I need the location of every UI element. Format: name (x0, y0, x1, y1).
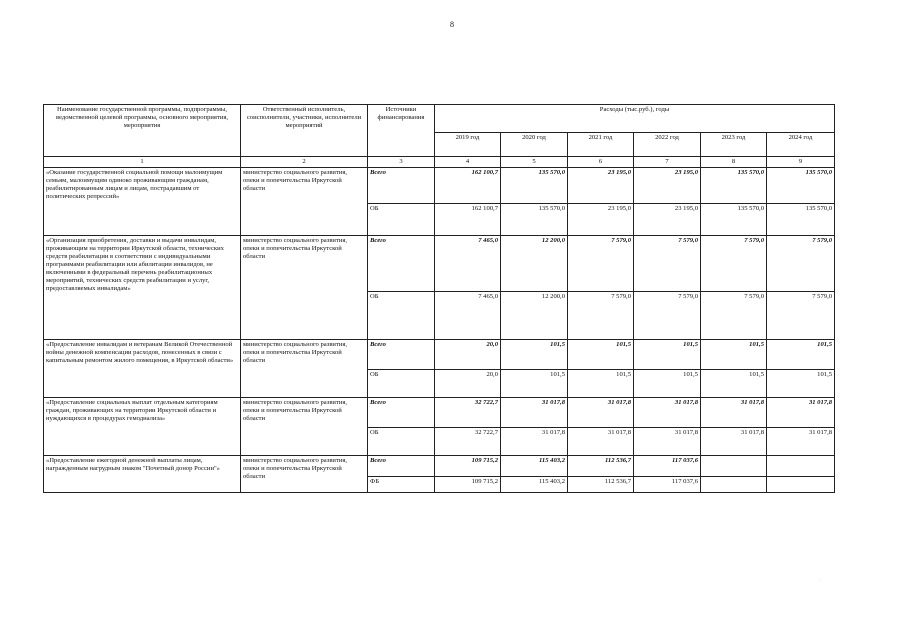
total-value: 101,5 (568, 340, 634, 370)
source-total-label: Всего (368, 340, 435, 370)
table-row-total (44, 236, 835, 292)
total-value: 101,5 (701, 340, 767, 370)
total-value: 109 715,2 (435, 456, 501, 477)
source-value: 135 570,0 (767, 204, 835, 236)
header-year: 2019 год (435, 133, 501, 157)
total-value: 12 200,0 (501, 236, 568, 292)
total-value: 162 100,7 (435, 168, 501, 204)
total-value: 20,0 (435, 340, 501, 370)
source-value: 7 579,0 (634, 292, 701, 340)
activity-name: «Предоставление социальных выплат отдельным категориям граждан, проживающих на территории Иркутской области и нуждающихся в процедурах гемодиализа» (44, 398, 241, 456)
total-value: 31 017,8 (634, 398, 701, 428)
source-value (701, 477, 767, 493)
source-value: 31 017,8 (501, 428, 568, 456)
total-value: 31 017,8 (767, 398, 835, 428)
source-value: 135 570,0 (701, 204, 767, 236)
total-value: 135 570,0 (767, 168, 835, 204)
executor: министерство социального развития, опеки и попечительства Иркутской области (241, 236, 368, 340)
source-label: ОБ (368, 292, 435, 340)
source-label: ОБ (368, 428, 435, 456)
activity-name: «Оказание государственной социальной помощи малоимущим семьям, малоимущим одиноко проживающим гражданам, реабилитированным лицам и лицам, пострадавшим от политических репрессий» (44, 168, 241, 236)
source-total-label: Всего (368, 168, 435, 204)
header-source: Источники финансирования (368, 105, 435, 157)
source-value: 7 579,0 (767, 292, 835, 340)
activity-name: «Организация приобретения, доставки и выдачи инвалидам, проживающим на территории Иркутской области, технических средств реабилитации в соответствии с индивидуальными программами реабилитации или абилитации инвалидов, не включенными в федеральный перечень реабилитационных мероприятий, технических средств реабилитации и услуг, предоставляемых инвалидам» (44, 236, 241, 340)
source-value: 31 017,8 (767, 428, 835, 456)
table-row-total (44, 168, 835, 204)
source-value: 31 017,8 (701, 428, 767, 456)
column-number: 8 (701, 157, 767, 168)
source-value: 20,0 (435, 370, 501, 398)
executor: министерство социального развития, опеки и попечительства Иркутской области (241, 398, 368, 456)
total-value: 112 536,7 (568, 456, 634, 477)
source-value: 109 715,2 (435, 477, 501, 493)
page-number: 8 (450, 20, 454, 29)
source-value: 7 579,0 (568, 292, 634, 340)
total-value: 7 579,0 (767, 236, 835, 292)
header-year: 2024 год (767, 133, 835, 157)
source-value: 12 200,0 (501, 292, 568, 340)
source-value: 31 017,8 (568, 428, 634, 456)
total-value (767, 456, 835, 477)
column-number: 1 (44, 157, 241, 168)
source-value: 31 017,8 (634, 428, 701, 456)
source-total-label: Всего (368, 236, 435, 292)
executor: министерство социального развития, опеки и попечительства Иркутской области (241, 456, 368, 493)
source-value: 23 195,0 (634, 204, 701, 236)
source-value: 101,5 (701, 370, 767, 398)
source-value: 23 195,0 (568, 204, 634, 236)
activity-name: «Предоставление ежегодной денежной выплаты лицам, награжденным нагрудным знаком "Почетный донор России"» (44, 456, 241, 493)
header-name: Наименование государственной программы, подпрограммы, ведомственной целевой программы, основного мероприятия, мероприятия (44, 105, 241, 157)
source-value: 101,5 (568, 370, 634, 398)
column-number: 2 (241, 157, 368, 168)
source-value: 7 579,0 (701, 292, 767, 340)
column-number: 5 (501, 157, 568, 168)
column-number: 7 (634, 157, 701, 168)
header-year: 2020 год (501, 133, 568, 157)
source-label: ФБ (368, 477, 435, 493)
header-year: 2023 год (701, 133, 767, 157)
table-row-total (44, 456, 835, 477)
scan-artifact: · (819, 578, 821, 584)
source-value: 7 465,0 (435, 292, 501, 340)
total-value: 7 579,0 (568, 236, 634, 292)
total-value: 32 722,7 (435, 398, 501, 428)
table-row-total (44, 340, 835, 370)
total-value: 7 579,0 (634, 236, 701, 292)
source-value: 117 037,6 (634, 477, 701, 493)
executor: министерство социального развития, опеки и попечительства Иркутской области (241, 168, 368, 236)
source-value: 135 570,0 (501, 204, 568, 236)
source-label: ОБ (368, 370, 435, 398)
total-value: 31 017,8 (568, 398, 634, 428)
column-number: 6 (568, 157, 634, 168)
source-value: 101,5 (634, 370, 701, 398)
total-value: 101,5 (634, 340, 701, 370)
column-number: 3 (368, 157, 435, 168)
total-value: 23 195,0 (568, 168, 634, 204)
total-value: 135 570,0 (701, 168, 767, 204)
expenses-table (43, 104, 835, 493)
total-value: 101,5 (767, 340, 835, 370)
total-value: 135 570,0 (501, 168, 568, 204)
executor: министерство социального развития, опеки и попечительства Иркутской области (241, 340, 368, 398)
source-value: 32 722,7 (435, 428, 501, 456)
header-year: 2022 год (634, 133, 701, 157)
column-number: 4 (435, 157, 501, 168)
total-value: 7 465,0 (435, 236, 501, 292)
source-value: 101,5 (501, 370, 568, 398)
table-row-total (44, 398, 835, 428)
total-value: 101,5 (501, 340, 568, 370)
source-value: 112 536,7 (568, 477, 634, 493)
column-number: 9 (767, 157, 835, 168)
total-value: 7 579,0 (701, 236, 767, 292)
source-value: 101,5 (767, 370, 835, 398)
total-value: 117 037,6 (634, 456, 701, 477)
total-value (701, 456, 767, 477)
total-value: 31 017,8 (501, 398, 568, 428)
header-year: 2021 год (568, 133, 634, 157)
activity-name: «Предоставление инвалидам и ветеранам Великой Отечественной войны денежной компенсации расходов, понесенных в связи с капитальным ремонтом жилого помещения, в Иркутской области» (44, 340, 241, 398)
total-value: 31 017,8 (701, 398, 767, 428)
source-value: 115 403,2 (501, 477, 568, 493)
source-value (767, 477, 835, 493)
header-executor: Ответственный исполнитель, соисполнители, участники, исполнители мероприятий (241, 105, 368, 157)
source-total-label: Всего (368, 398, 435, 428)
source-label: ОБ (368, 204, 435, 236)
total-value: 23 195,0 (634, 168, 701, 204)
source-value: 162 100,7 (435, 204, 501, 236)
header-expenses: Расходы (тыс.руб.), годы (435, 105, 835, 133)
source-total-label: Всего (368, 456, 435, 477)
total-value: 115 403,2 (501, 456, 568, 477)
